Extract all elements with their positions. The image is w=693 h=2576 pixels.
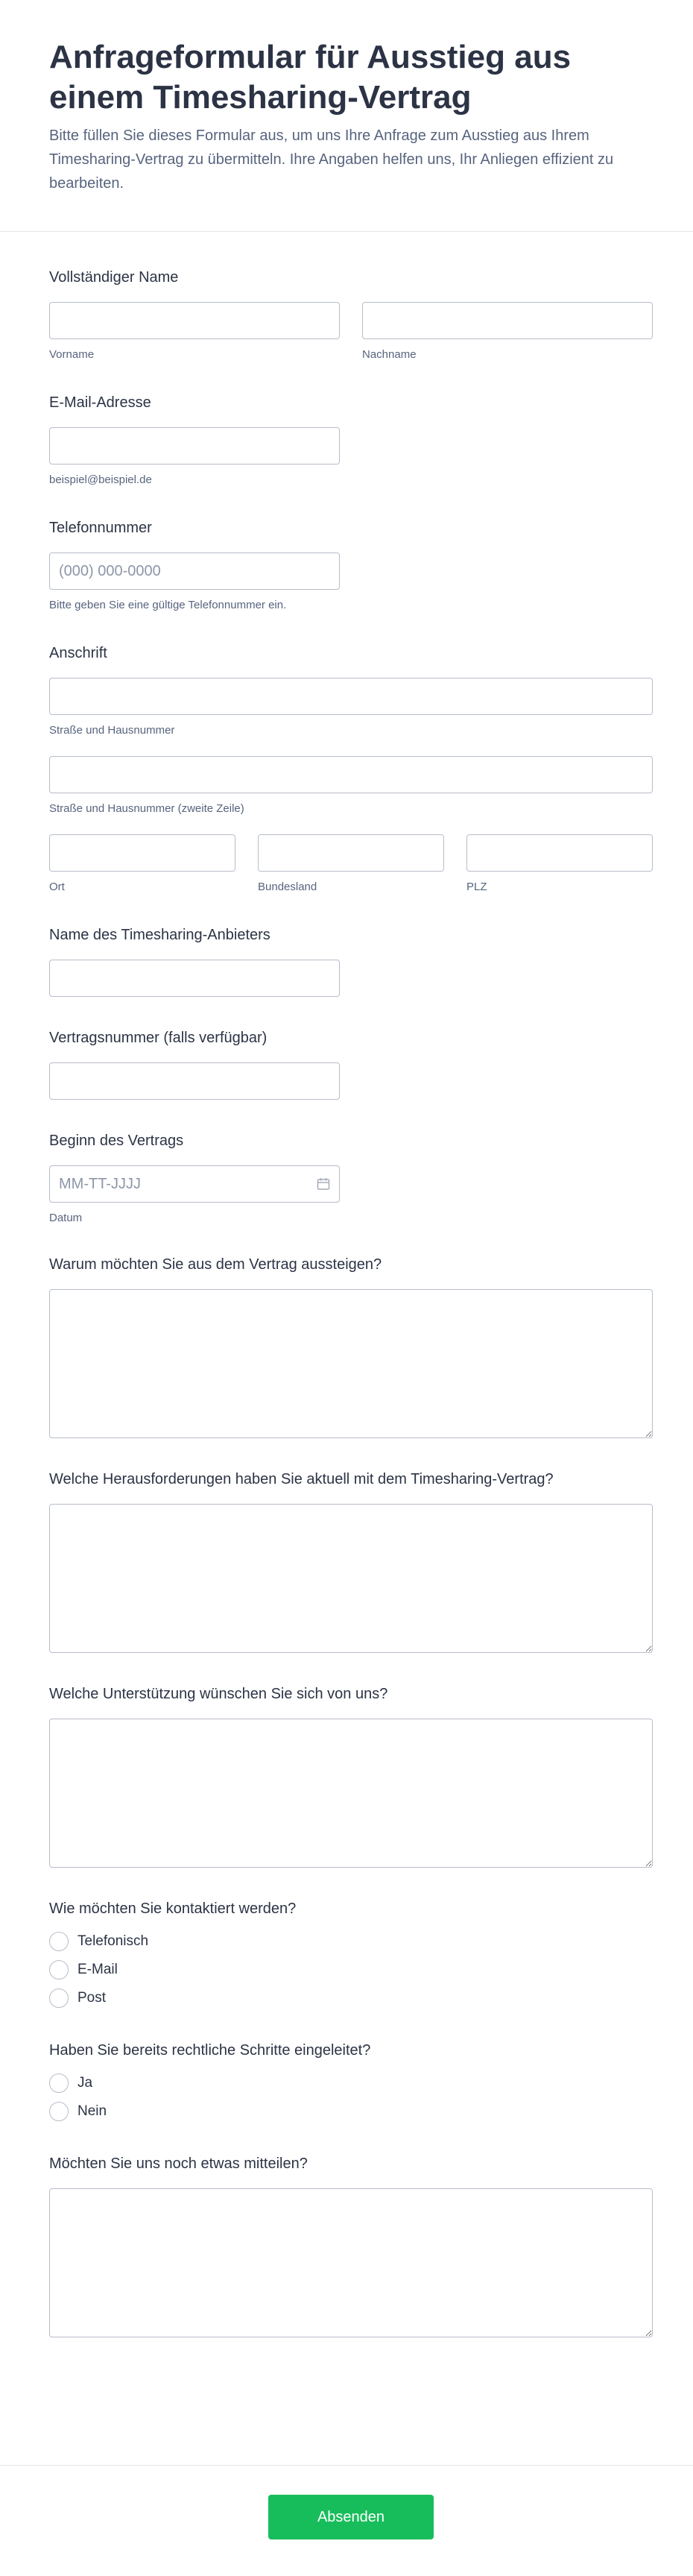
contract-start-date-input[interactable]	[49, 1165, 340, 1203]
phone-sublabel: Bitte geben Sie eine gültige Telefonnummer ein.	[49, 599, 287, 611]
form-footer	[0, 2465, 693, 2576]
full-name-row	[49, 302, 644, 362]
field-provider	[49, 925, 644, 997]
contract-number-label: Vertragsnummer (falls verfügbar)	[49, 1030, 268, 1046]
form-header	[0, 0, 693, 232]
street1-input[interactable]	[49, 678, 653, 715]
date-input-wrapper	[49, 1165, 340, 1203]
legal-options	[49, 2069, 644, 2126]
field-address	[49, 643, 644, 894]
calendar-icon[interactable]	[316, 1177, 331, 1191]
email-label: E-Mail-Adresse	[49, 394, 151, 411]
city-sublabel: Ort	[49, 881, 65, 893]
email-input[interactable]	[49, 427, 340, 465]
first-name-group	[49, 302, 340, 362]
provider-input[interactable]	[49, 960, 340, 997]
contact-preference-label: Wie möchten Sie kontaktiert werden?	[49, 1900, 297, 1917]
form-body	[0, 268, 693, 2337]
field-contact-preference	[49, 1899, 644, 2012]
legal-option-no-label: Nein	[77, 2103, 107, 2119]
contact-options	[49, 1927, 644, 2012]
form-description: Bitte füllen Sie dieses Formular aus, um uns Ihre Anfrage zum Ausstieg aus Ihrem Timesharing-Vertrag zu übermitteln. Ihre Angaben helfen uns, Ihr Anliegen effizient zu bearbeiten.	[49, 127, 614, 192]
contact-option-post[interactable]	[49, 1984, 644, 2012]
last-name-input[interactable]	[362, 302, 653, 339]
city-group	[49, 834, 235, 894]
state-sublabel: Bundesland	[258, 881, 317, 893]
street2-input[interactable]	[49, 756, 653, 793]
reason-label: Warum möchten Sie aus dem Vertrag aussteigen?	[49, 1256, 382, 1273]
field-phone	[49, 518, 644, 612]
legal-steps-label: Haben Sie bereits rechtliche Schritte eingeleitet?	[49, 2042, 371, 2059]
street2-sublabel: Straße und Hausnummer (zweite Zeile)	[49, 802, 244, 815]
legal-option-yes-label: Ja	[77, 2075, 93, 2091]
city-input[interactable]	[49, 834, 235, 872]
contact-option-phone-label: Telefonisch	[77, 1933, 149, 1949]
contract-start-label: Beginn des Vertrags	[49, 1133, 184, 1149]
challenges-textarea[interactable]	[49, 1504, 653, 1653]
state-group	[258, 834, 444, 894]
legal-option-no[interactable]	[49, 2097, 644, 2126]
other-textarea[interactable]	[49, 2188, 653, 2337]
field-legal-steps	[49, 2041, 644, 2126]
field-reason	[49, 1255, 644, 1438]
radio-button[interactable]	[49, 2073, 69, 2093]
zip-group	[466, 834, 653, 894]
first-name-input[interactable]	[49, 302, 340, 339]
address-label: Anschrift	[49, 645, 107, 661]
full-name-label: Vollständiger Name	[49, 269, 179, 286]
field-challenges	[49, 1470, 644, 1653]
street1-sublabel: Straße und Hausnummer	[49, 724, 175, 737]
zip-sublabel: PLZ	[466, 881, 487, 893]
contact-option-email[interactable]	[49, 1956, 644, 1984]
zip-input[interactable]	[466, 834, 653, 872]
phone-label: Telefonnummer	[49, 520, 152, 536]
field-support	[49, 1684, 644, 1868]
radio-button[interactable]	[49, 1932, 69, 1951]
support-label: Welche Unterstützung wünschen Sie sich von uns?	[49, 1686, 388, 1702]
provider-label: Name des Timesharing-Anbieters	[49, 927, 270, 943]
last-name-sublabel: Nachname	[362, 348, 417, 361]
city-state-zip-row	[49, 834, 644, 894]
radio-button[interactable]	[49, 1988, 69, 2008]
submit-button[interactable]: Absenden	[268, 2495, 434, 2539]
field-other	[49, 2154, 644, 2337]
other-label: Möchten Sie uns noch etwas mitteilen?	[49, 2155, 308, 2172]
field-contract-start	[49, 1131, 644, 1225]
contact-option-email-label: E-Mail	[77, 1962, 118, 1977]
radio-button[interactable]	[49, 2102, 69, 2121]
reason-textarea[interactable]	[49, 1289, 653, 1438]
contact-option-phone[interactable]	[49, 1927, 644, 1956]
form-title: Anfrageformular für Ausstieg aus einem Timesharing-Vertrag	[49, 39, 572, 116]
last-name-group	[362, 302, 653, 362]
radio-button[interactable]	[49, 1960, 69, 1980]
state-input[interactable]	[258, 834, 444, 872]
email-sublabel: beispiel@beispiel.de	[49, 473, 152, 486]
challenges-label: Welche Herausforderungen haben Sie aktuell mit dem Timesharing-Vertrag?	[49, 1471, 554, 1487]
phone-input[interactable]	[49, 552, 340, 590]
field-full-name	[49, 268, 644, 362]
contact-option-post-label: Post	[77, 1990, 107, 2006]
support-textarea[interactable]	[49, 1719, 653, 1868]
field-contract-number	[49, 1028, 644, 1100]
field-email	[49, 393, 644, 487]
first-name-sublabel: Vorname	[49, 348, 95, 361]
legal-option-yes[interactable]	[49, 2069, 644, 2097]
contract-number-input[interactable]	[49, 1062, 340, 1100]
contract-start-sublabel: Datum	[49, 1212, 83, 1224]
